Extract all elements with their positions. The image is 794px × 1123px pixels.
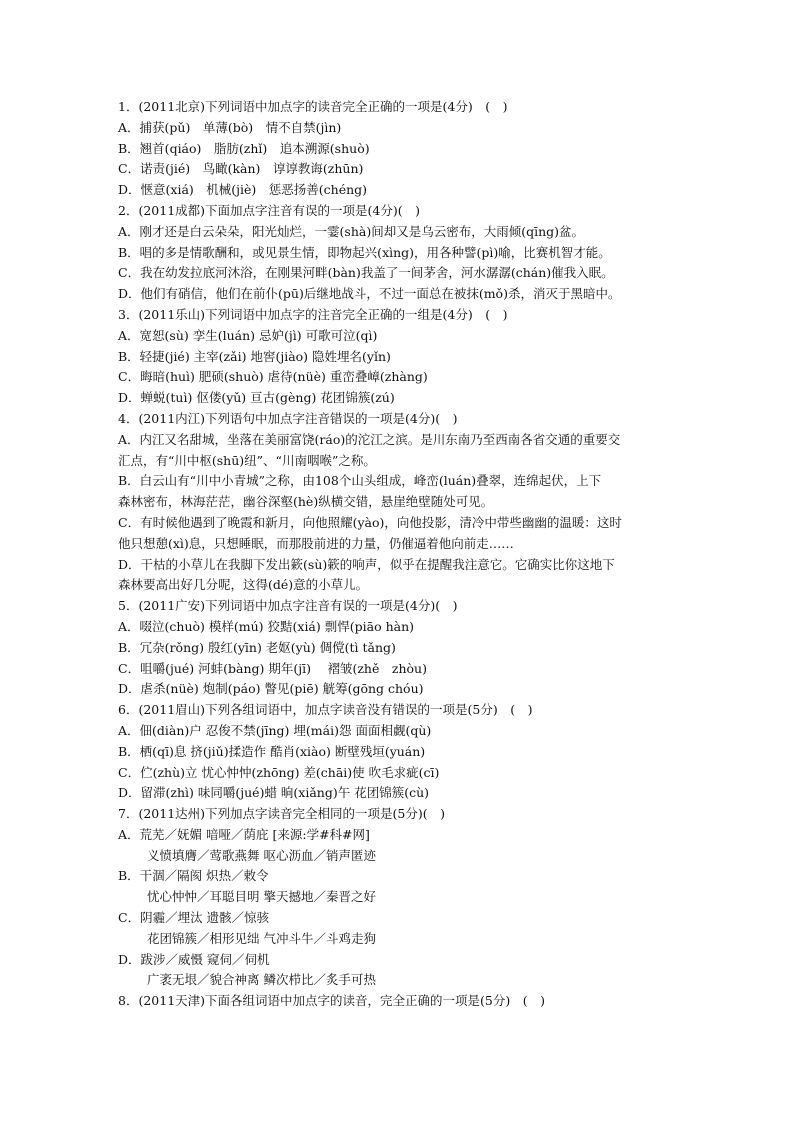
text-line: 6．(2011眉山)下列各组词语中，加点字读音没有错误的一项是(5分) ( ): [118, 702, 533, 718]
text-line: A．宽恕(sù) 孪生(luán) 忌妒(jì) 可歌可泣(qì): [118, 327, 378, 343]
text-line: A．捕获(pǔ) 单薄(bò) 情不自禁(jìn): [118, 119, 342, 135]
text-line: 8．(2011天津)下面各组词语中加点字的读音，完全正确的一项是(5分) ( ): [118, 993, 545, 1009]
text-line: A．佃(diàn)户 忍俊不禁(jīng) 埋(mái)怨 面面相觑(qù): [118, 722, 432, 738]
text-line: B．冗杂(rǒng) 殷红(yīn) 老妪(yù) 倜傥(tì tǎng): [118, 639, 396, 655]
text-line: D．虐杀(nüè) 炮制(páo) 瞥见(piē) 觥筹(gōng chóu): [118, 681, 424, 697]
text-line: B．翘首(qiáo) 脂肪(zhǐ) 追本溯源(shuò): [118, 140, 370, 156]
text-line: B．白云山有“川中小青城”之称，由108个山头组成，峰峦(luán)叠翠，连绵起伏，上下: [118, 473, 602, 489]
text-line: D．跋涉／威慑 窥伺／伺机: [118, 951, 270, 967]
text-line: D．蝉蜕(tuì) 伛偻(yǔ) 亘古(gèng) 花团锦簇(zú): [118, 390, 395, 406]
text-line: 5．(2011广安)下列词语中加点字注音有误的一项是(4分)( ): [118, 598, 458, 614]
text-line: 2．(2011成都)下面加点字注音有误的一项是(4分)( ): [118, 202, 420, 218]
text-line: A．内江又名甜城，坐落在美丽富饶(ráo)的沱江之滨。是川东南乃至西南各省交通的重要交: [118, 431, 621, 447]
text-line: C．我在幼发拉底河沐浴，在刚果河畔(bàn)我盖了一间茅舍，河水潺潺(chán)催我入眠。: [118, 265, 614, 281]
text-line: B．轻捷(jié) 主宰(zǎi) 地窖(jiào) 隐姓埋名(yǐn): [118, 348, 391, 364]
text-line: 他只想憩(xì)息，只想睡眠，而那股前进的力量，仍催逼着他向前走……: [118, 535, 514, 551]
text-line: D．留滞(zhì) 味同嚼(jué)蜡 晌(xiǎng)午 花团锦簇(cù): [118, 785, 430, 801]
text-line: 7．(2011达州)下列加点字读音完全相同的一项是(5分)( ): [118, 806, 445, 822]
text-line: C．阴霾／埋汰 遗骸／惊骇: [118, 910, 270, 926]
text-line: 森林密布，林海茫茫，幽谷深壑(hè)纵横交错，悬崖绝壁随处可见。: [118, 494, 494, 510]
text-line: A．刚才还是白云朵朵，阳光灿烂，一霎(shà)间却又是乌云密布，大雨倾(qīng)盆。: [118, 223, 585, 239]
text-line: C．有时候他遇到了晚霞和新月，向他照耀(yào)，向他投影，清冷中带些幽幽的温暖：这时: [118, 514, 622, 530]
text-line: B．栖(qī)息 挤(jiǔ)揉造作 酷肖(xiào) 断壁残垣(yuán): [118, 743, 426, 759]
text-line: 森林要高出好几分呢，这得(dé)意的小草儿。: [118, 577, 369, 593]
text-line: A．啜泣(chuò) 模样(mú) 狡黠(xiá) 剽悍(piāo hàn): [118, 618, 414, 634]
text-line: 忧心忡忡／耳聪目明 擎天撼地／秦晋之好: [147, 889, 376, 905]
text-line: D．惬意(xiá) 机械(jiè) 惩恶扬善(chéng): [118, 182, 368, 198]
question-text-block: [118, 97, 678, 1012]
text-line: C．诺责(jié) 鸟瞰(kàn) 谆谆教诲(zhūn): [118, 161, 364, 177]
text-line: D．他们有硝信，他们在前仆(pū)后继地战斗，不过一面总在被抹(mǒ)杀，消灭于黑暗中。: [118, 286, 621, 302]
text-line: C．咀嚼(jué) 河蚌(bàng) 期年(jī) 褶皱(zhě zhòu): [118, 660, 427, 676]
text-line: 1．(2011北京)下列词语中加点字的读音完全正确的一项是(4分) ( ): [118, 99, 508, 114]
text-line: A．荒芜／妩媚 喑哑／荫庇 [来源:学#科#网]: [118, 826, 370, 842]
text-line: 花团锦簇／相形见绌 气冲斗牛／斗鸡走狗: [147, 930, 376, 946]
text-line: D．干枯的小草儿在我脚下发出簌(sù)簌的响声，似乎在提醒我注意它。它确实比你这地下: [118, 556, 615, 572]
text-line: C．晦暗(huì) 肥硕(shuò) 虐待(nüè) 重峦叠嶂(zhàng): [118, 369, 428, 385]
text-line: B．唱的多是情歌酬和，或见景生情，即物起兴(xìng)，用各种譬(pì)喻，比赛机智才能。: [118, 244, 611, 260]
text-line: 3．(2011乐山)下列词语中加点字的注音完全正确的一组是(4分) ( ): [118, 306, 508, 322]
text-line: 4．(2011内江)下列语句中加点字注音错误的一项是(4分)( ): [118, 410, 458, 426]
text-line: 义愤填膺／莺歌燕舞 呕心沥血／销声匿迹: [147, 847, 376, 863]
text-line: 汇点，有“川中枢(shū)纽”、“川南咽喉”之称。: [118, 452, 376, 468]
text-line: 广袤无垠／貌合神离 鳞次栉比／炙手可热: [147, 972, 376, 988]
text-line: C．伫(zhù)立 忧心忡忡(zhōng) 差(chāi)使 吹毛求疵(cī): [118, 764, 440, 780]
text-line: B．干涸／隔阂 炽热／敕令: [118, 868, 269, 884]
